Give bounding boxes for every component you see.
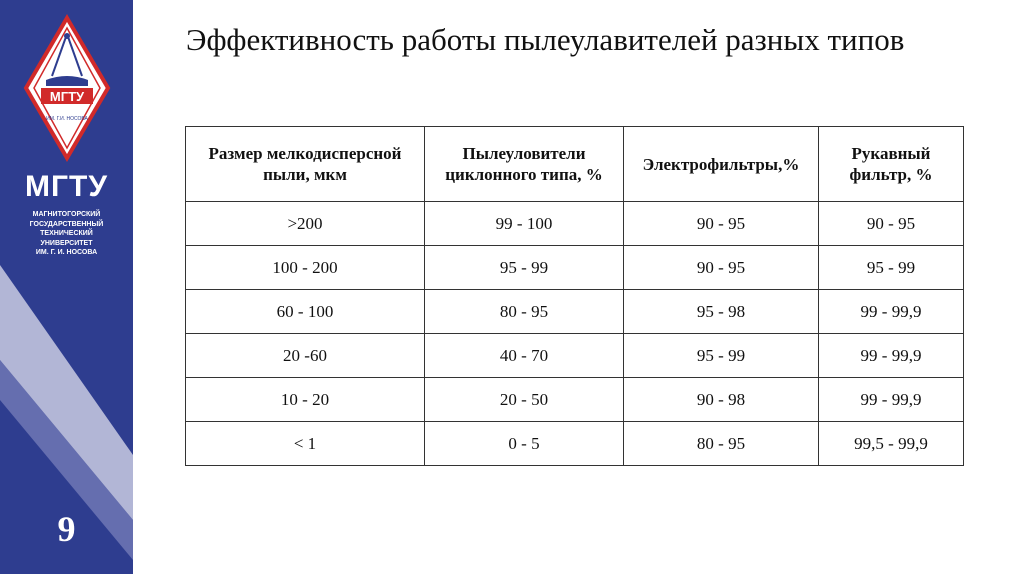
table-row — [186, 202, 964, 246]
table-cell: 99 - 99,9 — [819, 290, 964, 334]
table-cell: 95 - 99 — [425, 246, 624, 290]
logo-small-text: ИМ. Г.И. НОСОВА — [46, 116, 88, 122]
table-row — [186, 334, 964, 378]
column-header: Рукавный фильтр, % — [819, 127, 964, 202]
logo-text: МГТУ — [49, 89, 85, 104]
table-cell: 95 - 99 — [624, 334, 819, 378]
table-cell: 80 - 95 — [425, 290, 624, 334]
table-cell: 95 - 98 — [624, 290, 819, 334]
table-cell: 95 - 99 — [819, 246, 964, 290]
table-cell: 99 - 99,9 — [819, 378, 964, 422]
table-header-row — [186, 127, 964, 202]
table-cell: 90 - 95 — [624, 202, 819, 246]
brand-subtitle — [10, 210, 123, 258]
table-cell: 80 - 95 — [624, 422, 819, 466]
brand-sub-line: ИМ. Г. И. НОСОВА — [35, 249, 98, 256]
brand-sub-line: УНИВЕРСИТЕТ — [40, 239, 93, 247]
column-header: Электрофильтры,% — [624, 127, 819, 202]
table-cell: 40 - 70 — [425, 334, 624, 378]
table-cell: < 1 — [186, 422, 425, 466]
table-cell: 90 - 95 — [624, 246, 819, 290]
table-cell: 99 - 100 — [425, 202, 624, 246]
table-cell: >200 — [186, 202, 425, 246]
table-cell: 0 - 5 — [425, 422, 624, 466]
brand-sub-line: ТЕХНИЧЕСКИЙ — [40, 230, 93, 237]
table-row — [186, 378, 964, 422]
table-row — [186, 246, 964, 290]
table-row — [186, 290, 964, 334]
sidebar — [0, 0, 133, 574]
mgtu-logo-icon — [22, 14, 112, 162]
table-cell: 90 - 95 — [819, 202, 964, 246]
table-row — [186, 422, 964, 466]
table-cell: 99 - 99,9 — [819, 334, 964, 378]
brand-name: МГТУ — [25, 170, 108, 203]
column-header: Пылеуловители циклонного типа, % — [425, 127, 624, 202]
column-header: Размер мелкодисперсной пыли, мкм — [186, 127, 425, 202]
table-cell: 20 - 50 — [425, 378, 624, 422]
efficiency-table — [185, 126, 964, 466]
table-cell: 60 - 100 — [186, 290, 425, 334]
table-cell: 20 -60 — [186, 334, 425, 378]
table-cell: 90 - 98 — [624, 378, 819, 422]
table-cell: 100 - 200 — [186, 246, 425, 290]
brand-sub-line: ГОСУДАРСТВЕННЫЙ — [29, 220, 104, 228]
slide-title: Эффективность работы пылеулавителей разных типов — [186, 22, 905, 57]
table-cell: 99,5 - 99,9 — [819, 422, 964, 466]
page-number: 9 — [57, 509, 76, 549]
brand-sub-line: МАГНИТОГОРСКИЙ — [32, 211, 101, 218]
table-cell: 10 - 20 — [186, 378, 425, 422]
